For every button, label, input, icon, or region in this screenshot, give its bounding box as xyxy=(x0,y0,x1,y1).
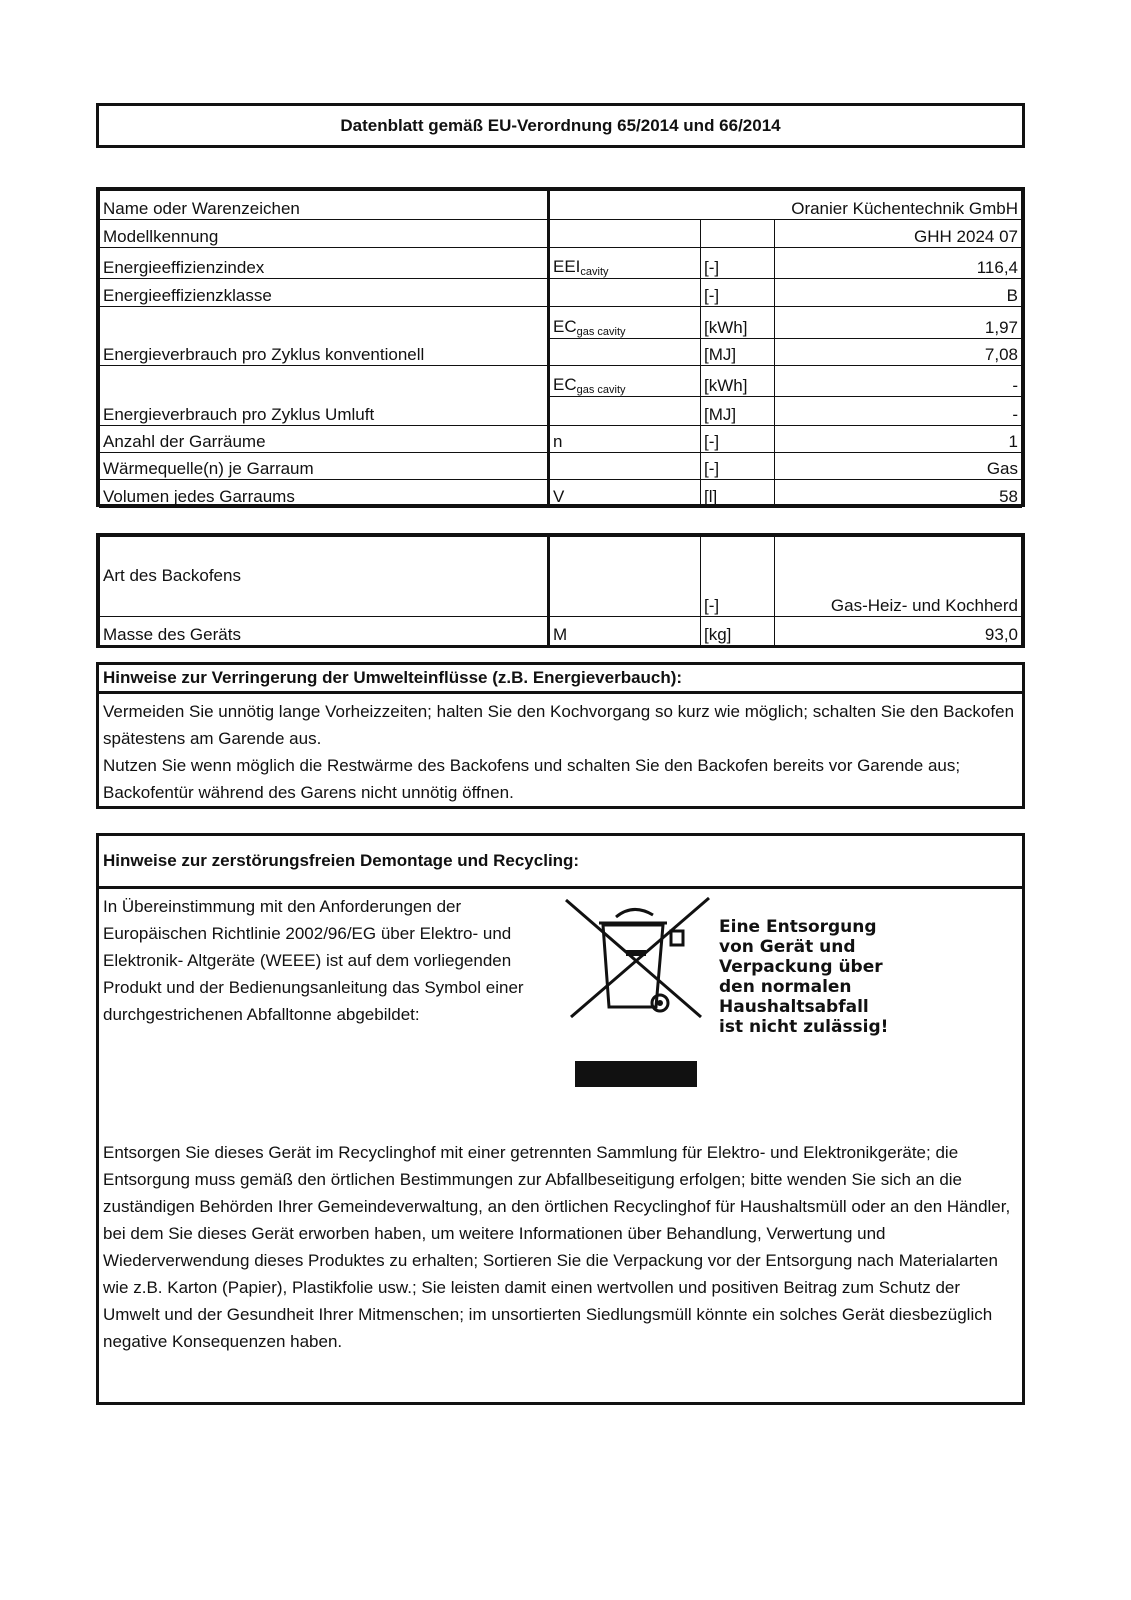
table-row xyxy=(100,279,1022,307)
row-unit: [-] xyxy=(701,537,775,617)
recycling-notes-box xyxy=(96,833,1025,1405)
row-symbol: $EEI_{cavity}$ xyxy=(549,248,701,279)
row-unit: [-] xyxy=(701,426,775,453)
row-unit: [kWh] xyxy=(701,307,775,339)
row-unit: [-] xyxy=(701,453,775,480)
recycling-notes-body: Entsorgen Sie dieses Gerät im Recyclinghof mit einer getrennten Sammlung für Elektro- und Elektronikgeräte; die Entsorgung muss gemäß den örtlichen Bestimmungen zur Abfallbeseitigung erfolgen; bitte wenden Sie sich an die zuständigen Behörden Ihrer Gemeindeverwaltung, an den örtlichen Recyclinghof für Haushaltsmüll oder an den Händler, bei dem Sie dieses Gerät erworben haben, um weitere Informationen über Behandlung, Verwertung und Wiederverwendung dieses Produktes zu erhalten; Sortieren Sie die Verpackung vor der Entsorgung nach Materialarten wie z.B. Karton (Papier), Plastikfolie usw.; Sie leisten damit einen wertvollen und positiven Beitrag zum Schutz der Umwelt und der Gesundheit Ihrer Mitmenschen; im unsortierten Siedlungsmüll könnte ein solches Gerät diesbezüglich negative Konsequenzen haben. xyxy=(103,1143,1011,1351)
environment-note-paragraph: Nutzen Sie wenn möglich die Restwärme des Backofens und schalten Sie den Backofen bereits vor Garende aus; Backofentür während des Garens nicht unnötig öffnen. xyxy=(103,756,961,802)
row-label: Modellkennung xyxy=(100,220,549,248)
row-label: Energieverbrauch pro Zyklus Umluft xyxy=(100,366,549,426)
table-row xyxy=(100,220,1022,248)
row-unit: [-] xyxy=(701,279,775,307)
row-value: Gas-Heiz- und Kochherd xyxy=(775,537,1022,617)
table-row xyxy=(100,191,1022,220)
datasheet-title: Datenblatt gemäß EU-Verordnung 65/2014 und 66/2014 xyxy=(340,115,781,135)
table-row xyxy=(100,307,1022,339)
row-label: Wärmequelle(n) je Garraum xyxy=(100,453,549,480)
row-label: Energieverbrauch pro Zyklus konventionell xyxy=(100,307,549,366)
row-value: GHH 2024 07 xyxy=(775,220,1022,248)
row-symbol: $EC_{gas cavity}$ xyxy=(549,366,701,397)
table-row xyxy=(100,617,1022,646)
row-value: Oranier Küchentechnik GmbH xyxy=(549,191,1022,220)
datasheet-title-box xyxy=(96,103,1025,148)
row-symbol: $EC_{gas cavity}$ xyxy=(549,307,701,339)
row-value: Gas xyxy=(775,453,1022,480)
row-value: B xyxy=(775,279,1022,307)
row-value: 93,0 xyxy=(775,617,1022,646)
row-unit: [l] xyxy=(701,480,775,508)
row-label: Energieeffizienzindex xyxy=(100,248,549,279)
row-unit: [MJ] xyxy=(701,397,775,426)
row-label: Volumen jedes Garraums xyxy=(100,480,549,508)
row-symbol: V xyxy=(549,480,701,508)
row-value: 58 xyxy=(775,480,1022,508)
row-value: 1 xyxy=(775,426,1022,453)
row-value: - xyxy=(775,366,1022,397)
row-label: Anzahl der Garräume xyxy=(100,426,549,453)
row-unit: [kWh] xyxy=(701,366,775,397)
environment-notes-heading: Hinweise zur Verringerung der Umwelteinflüsse (z.B. Energieverbauch): xyxy=(99,665,1022,694)
table-row xyxy=(100,480,1022,508)
row-unit: [-] xyxy=(701,248,775,279)
row-label: Energieeffizienzklasse xyxy=(100,279,549,307)
row-value: - xyxy=(775,397,1022,426)
crossed-out-wheelie-bin-icon xyxy=(561,895,711,1020)
row-label: Masse des Geräts xyxy=(100,617,549,646)
row-value: 1,97 xyxy=(775,307,1022,339)
recycling-notes-heading: Hinweise zur zerstörungsfreien Demontage und Recycling: xyxy=(99,836,1022,889)
row-symbol: M xyxy=(549,617,701,646)
oven-type-table xyxy=(96,533,1025,648)
table-row xyxy=(100,426,1022,453)
weee-intro-text: In Übereinstimmung mit den Anforderungen der Europäischen Richtlinie 2002/96/EG über Elektro- und Elektronik- Altgeräte (WEEE) ist auf dem vorliegenden Produkt und der Bedienungsanleitung das Symbol einer durchgestrichenen Abfalltonne abgebildet: xyxy=(103,897,524,1024)
row-value: 116,4 xyxy=(775,248,1022,279)
row-label: Art des Backofens xyxy=(100,537,549,617)
black-bar-marker xyxy=(575,1061,697,1087)
environment-notes-box xyxy=(96,662,1025,809)
table-row xyxy=(100,537,1022,617)
environment-note-paragraph: Vermeiden Sie unnötig lange Vorheizzeiten; halten Sie den Kochvorgang so kurz wie möglich; schalten Sie den Backofen spätestens am Garende aus. xyxy=(103,702,1015,748)
table-row xyxy=(100,248,1022,279)
row-label: Name oder Warenzeichen xyxy=(100,191,549,220)
row-unit: [MJ] xyxy=(701,339,775,366)
environment-notes-body xyxy=(99,694,1022,810)
row-unit: [kg] xyxy=(701,617,775,646)
table-row xyxy=(100,453,1022,480)
row-value: 7,08 xyxy=(775,339,1022,366)
weee-warning: Eine Entsorgung von Gerät und Verpackung über den normalen Haushaltsabfall ist nicht zulässig! xyxy=(719,917,889,1037)
table-row xyxy=(100,366,1022,397)
weee-section xyxy=(99,889,1022,1139)
row-symbol: n xyxy=(549,426,701,453)
product-data-table xyxy=(96,187,1025,507)
